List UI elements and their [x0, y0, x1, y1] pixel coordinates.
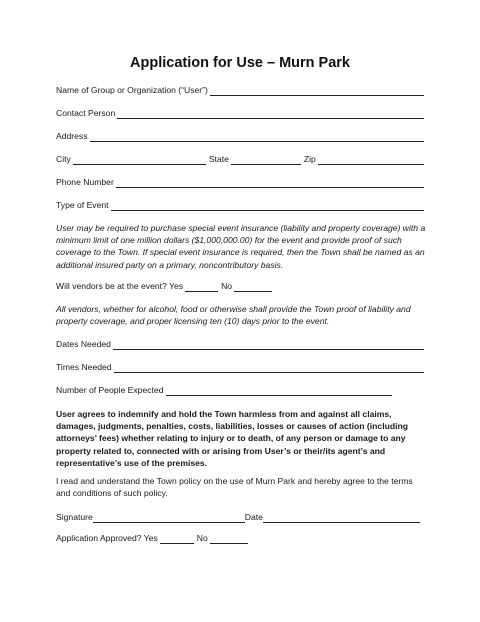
date-field[interactable] [263, 514, 420, 523]
group-name-field[interactable] [210, 87, 424, 96]
zip-field[interactable] [318, 156, 424, 165]
signature-label: Signature [56, 512, 93, 522]
approved-no-field[interactable] [210, 535, 248, 544]
people-row [56, 385, 424, 396]
state-field[interactable] [231, 156, 301, 165]
times-label: Times Needed [56, 362, 112, 372]
phone-field[interactable] [116, 179, 424, 188]
approved-question: Application Approved? Yes [56, 533, 158, 543]
contact-row [56, 108, 424, 119]
contact-person-field[interactable] [117, 110, 424, 119]
approved-no-label: No [196, 533, 208, 543]
city-label: City [56, 154, 71, 164]
vendors-yes-field[interactable] [185, 283, 218, 292]
event-type-label: Type of Event [56, 200, 109, 210]
dates-row [56, 339, 424, 350]
policy-statement: I read and understand the Town policy on the use of Murn Park and hereby agree to the terms and conditions of such policy. [56, 476, 413, 499]
vendors-note: All vendors, whether for alcohol, food or otherwise shall provide the Town proof of liability and property coverage, and proper licensing ten (10) days prior to the event. [56, 304, 411, 327]
date-label: Date [244, 512, 263, 522]
event-type-field[interactable] [111, 202, 424, 211]
signature-row [56, 512, 424, 523]
event-type-row [56, 200, 424, 211]
insurance-note: User may be required to purchase special event insurance (liability and property coverage) with a minimum limit of one million dollars ($1,000,000.00) for the event and provide proof of such coverage to the Town. If special event insurance is required, then the Town shall be named as an additional insured party on a primary, noncontributory basis. [56, 223, 426, 270]
phone-row [56, 177, 424, 188]
address-label: Address [56, 131, 88, 141]
address-row [56, 131, 424, 142]
people-field[interactable] [166, 387, 393, 396]
times-field[interactable] [114, 364, 424, 373]
state-label: State [208, 154, 229, 164]
address-field[interactable] [90, 133, 424, 142]
signature-field[interactable] [93, 514, 245, 523]
group-name-row [56, 85, 424, 96]
zip-label: Zip [303, 154, 316, 164]
times-row [56, 362, 424, 373]
contact-person-label: Contact Person [56, 108, 116, 118]
form-title: Application for Use – Murn Park [130, 55, 350, 71]
vendors-no-field[interactable] [234, 283, 272, 292]
indemnify-clause: User agrees to indemnify and hold the Town harmless from and against all claims, damages, judgments, penalties, costs, liabilities, losses or causes of action (including attorneys’ fees) whether relating to injury or to death, of any person or damage to any property related to, connected with or arising from User’s or their/its agent’s and representative’s use of the premises. [56, 409, 408, 468]
approved-row [56, 533, 424, 544]
dates-label: Dates Needed [56, 339, 111, 349]
group-name-label: Name of Group or Organization (“User”) [56, 85, 208, 95]
vendors-row [56, 281, 424, 292]
approved-yes-field[interactable] [160, 535, 194, 544]
vendors-question: Will vendors be at the event? Yes [56, 281, 184, 291]
vendors-no-label: No [221, 281, 233, 291]
phone-label: Phone Number [56, 177, 114, 187]
people-label: Number of People Expected [56, 385, 164, 395]
dates-field[interactable] [113, 341, 424, 350]
city-field[interactable] [73, 156, 206, 165]
city-state-zip-row [56, 154, 424, 165]
